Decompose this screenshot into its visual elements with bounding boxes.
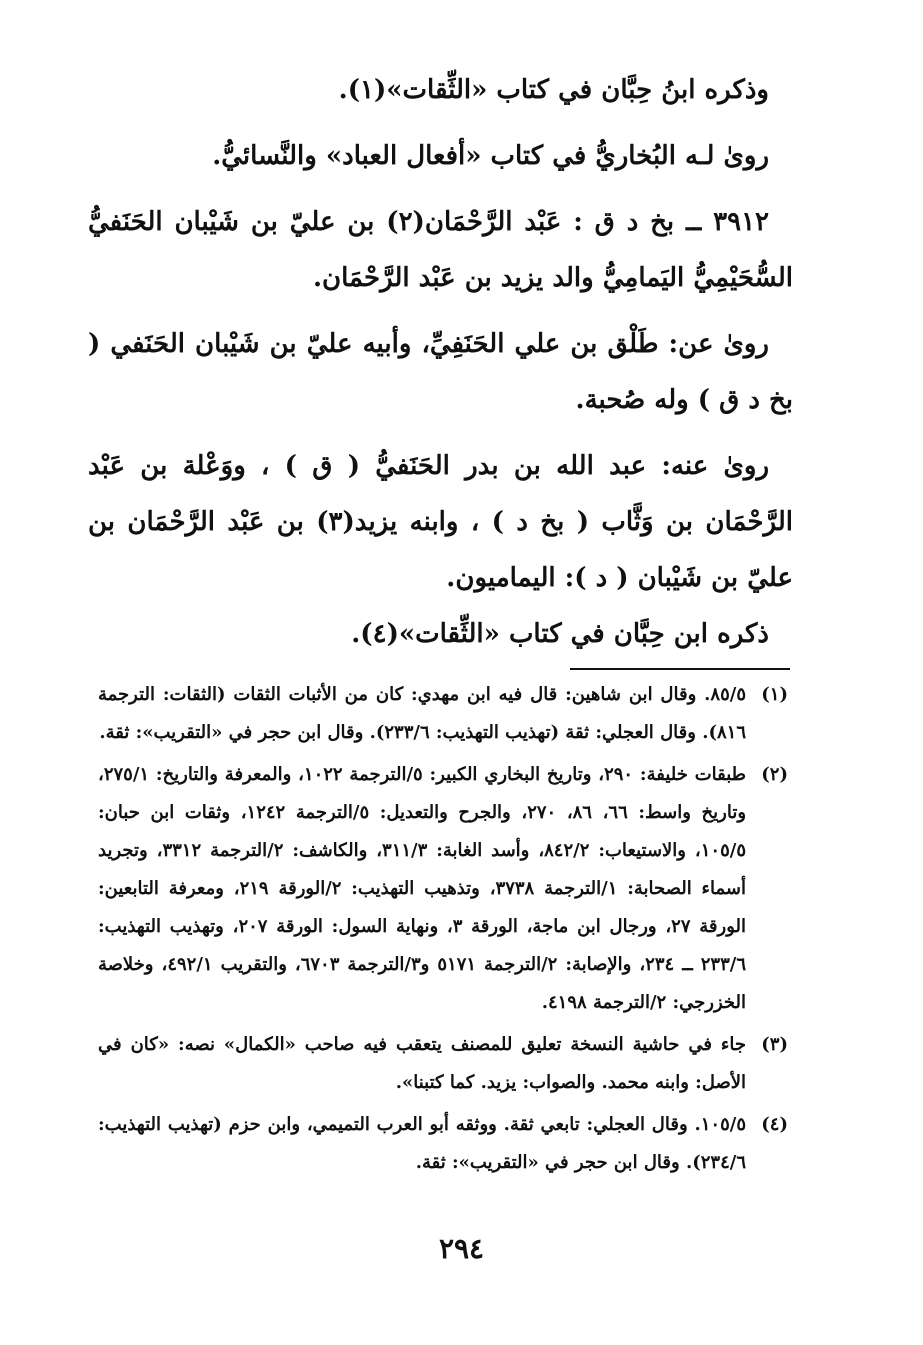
footnote-text: طبقات خليفة: ٢٩٠، وتاريخ البخاري الكبير: ٥/الترجمة ١٠٢٢، والمعرفة والتاريخ: ٢٧٥/١، وتاريخ واسط: ٦٦، ٨٦، ٢٧٠، والجرح والتعديل: ٥/الترجمة ١٢٤٢، وثقات ابن حبان: ١٠٥/٥، والاستيعاب: ٨٤٢/٢، وأسد الغابة: ٣١١/٣، والكاشف: ٢/الترجمة ٣٣١٢، وتجريد أسماء الصحابة: ١/الترجمة ٣٧٣٨، وتذهيب التهذيب: ٢/الورقة ٢١٩، ومعرفة التابعين: الورقة ٢٧، ورجال ابن ماجة، الورقة ٣، ونهاية السول: الورقة ٢٠٧، وتهذيب التهذيب: ٢٣٣/٦ ــ ٢٣٤، والإصابة: ٢/الترجمة ٥١٧١ و٣/الترجمة ٦٧٠٣، والتقريب ٤٩٢/١، وخلاصة الخزرجي: ٢/الترجمة ٤١٩٨. bbox=[98, 764, 747, 1013]
paragraph-ibn-hibban-1: وذكره ابنُ حِبَّان في كتاب «الثِّقات»(١). bbox=[338, 75, 769, 105]
footnote-number: (٢) bbox=[761, 764, 788, 785]
paragraph-ibn-hibban-2: ذكره ابن حِبَّان في كتاب «الثِّقات»(٤). bbox=[351, 619, 769, 649]
footnote-text: ١٠٥/٥. وقال العجلي: تابعي ثقة. ووثقه أبو العرب التميمي، وابن حزم (تهذيب التهذيب: ٢٣٤/٦). وقال ابن حجر في «التقريب»: ثقة. bbox=[98, 1114, 746, 1173]
footnote-text: ٨٥/٥. وقال ابن شاهين: قال فيه ابن مهدي: كان من الأثبات الثقات (الثقات: الترجمة ٨١٦). وقال العجلي: ثقة (تهذيب التهذيب: ٢٣٣/٦). وقال ابن حجر في «التقريب»: ثقة. bbox=[98, 684, 746, 743]
page-number: ٢٩٤ bbox=[438, 1232, 485, 1265]
footnote-number: (٣) bbox=[761, 1034, 788, 1055]
paragraph-narrators-1: روىٰ لـه البُخاريُّ في كتاب «أفعال العباد» والنَّسائيُّ. bbox=[212, 141, 769, 171]
paragraph-rawa-anhu: روىٰ عنه: عبد الله بن بدر الحَنَفيُّ ( ق ) ، ووَعْلة بن عَبْد الرَّحْمَان بن وَثَّاب ( بخ د ) ، وابنه يزيد(٣) بن عَبْد الرَّحْمَان بن عليّ بن شَيْبان ( د ): اليماميون. bbox=[88, 451, 793, 593]
footnote-2 bbox=[98, 756, 788, 1022]
paragraph-entry-3912: ٣٩١٢ ــ بخ د ق : عَبْد الرَّحْمَان(٢) بن عليّ بن شَيْبان الحَنَفيُّ السُّحَيْمِيُّ اليَمامِيُّ والد يزيد بن عَبْد الرَّحْمَان. bbox=[88, 207, 793, 293]
footnote-number: (١) bbox=[761, 684, 788, 705]
footnote-1 bbox=[98, 676, 788, 752]
footnote-text: جاء في حاشية النسخة تعليق للمصنف يتعقب فيه صاحب «الكمال» نصه: «كان في الأصل: وابنه محمد. والصواب: يزيد. كما كتبنا». bbox=[98, 1034, 746, 1093]
footnote-number: (٤) bbox=[761, 1114, 788, 1135]
footnote-separator bbox=[570, 668, 790, 670]
paragraph-rawa-an: روىٰ عن: طَلْق بن علي الحَنَفِيِّ، وأبيه عليّ بن شَيْبان الحَنَفي ( بخ د ق ) وله صُحبة. bbox=[88, 329, 793, 415]
footnote-4 bbox=[98, 1106, 788, 1182]
footnotes bbox=[98, 676, 788, 1186]
main-text bbox=[88, 62, 793, 662]
footnote-3 bbox=[98, 1026, 788, 1102]
